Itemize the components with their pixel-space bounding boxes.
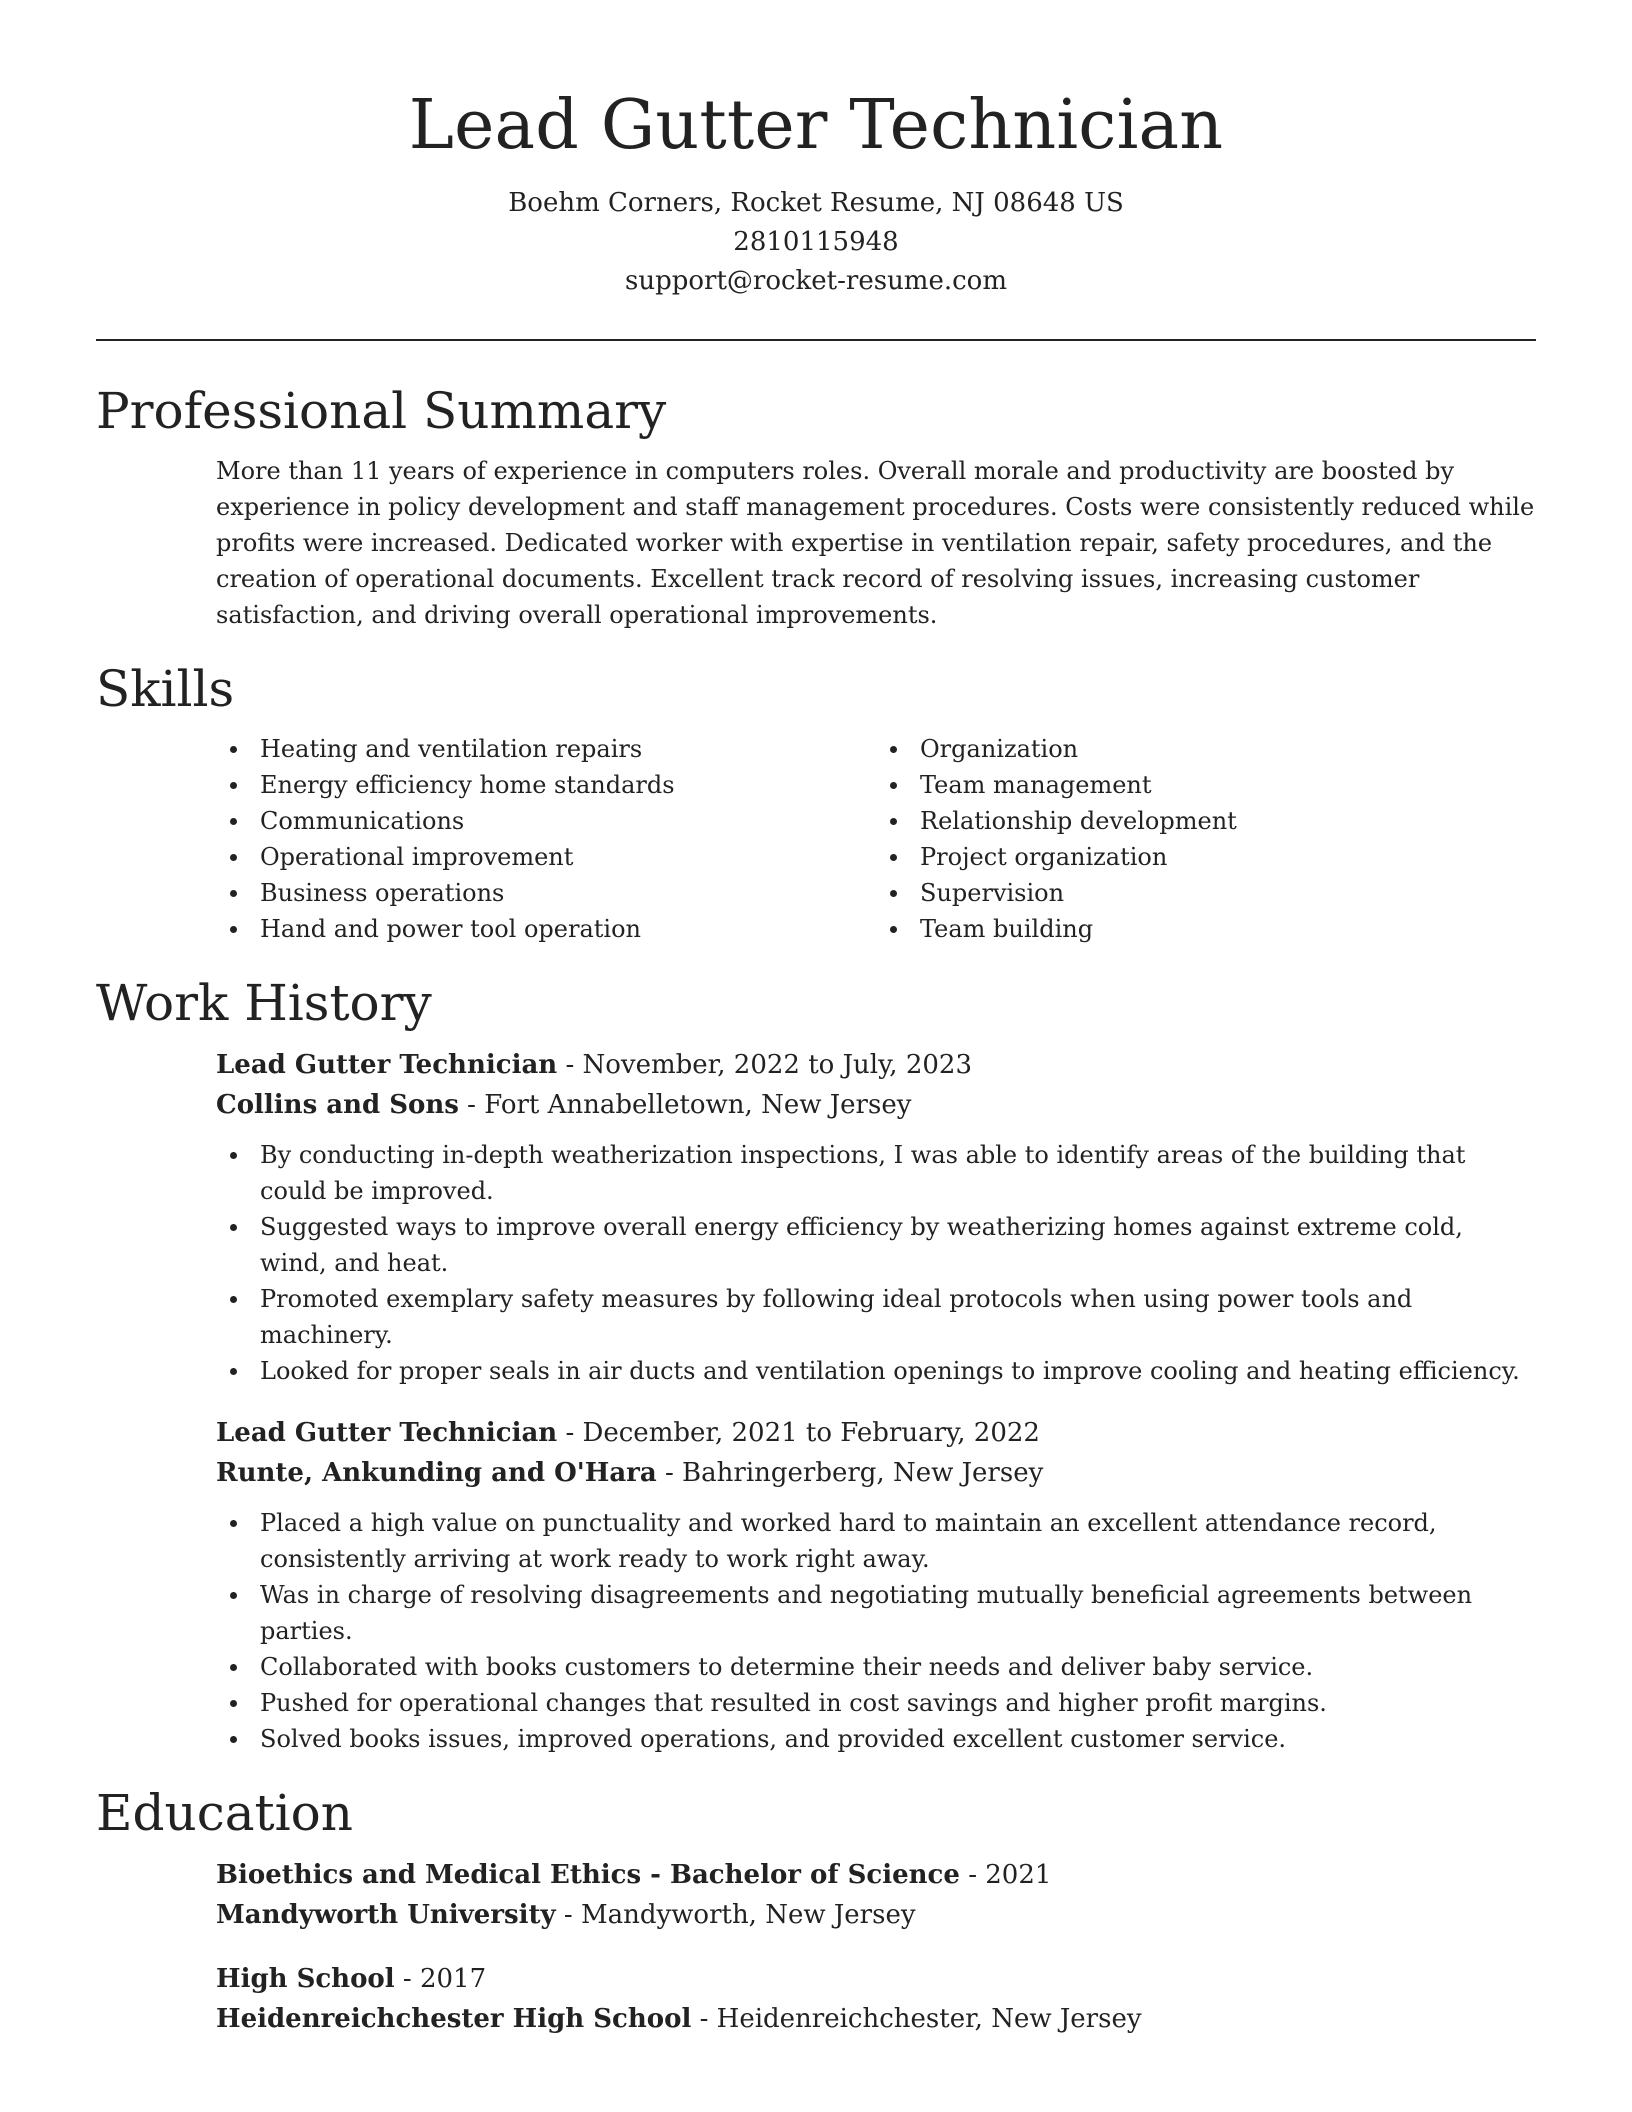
job-location: - Fort Annabelletown, New Jersey: [458, 1090, 912, 1120]
job-entry: [216, 1045, 1536, 1389]
job-location: - Bahringerberg, New Jersey: [656, 1458, 1044, 1488]
education-heading: [216, 1855, 1536, 1895]
skills-section: [96, 633, 1536, 947]
job-bullet: Promoted exemplary safety measures by following ideal protocols when using power tools and machinery.: [260, 1281, 1536, 1353]
contact-block: [96, 184, 1536, 301]
education-institution: [216, 1895, 1536, 1935]
job-bullet: Placed a high value on punctuality and worked hard to maintain an excellent attendance record, consistently arriving at work ready to work right away.: [260, 1505, 1536, 1577]
skill-item: Relationship development: [920, 803, 1536, 839]
skill-item: Operational improvement: [260, 839, 876, 875]
candidate-name: Lead Gutter Technician: [408, 86, 1224, 165]
skill-item: Energy efficiency home standards: [260, 767, 876, 803]
contact-address: Boehm Corners, Rocket Resume, NJ 08648 US: [508, 188, 1124, 218]
job-bullet: Solved books issues, improved operations, and provided excellent customer service.: [260, 1721, 1536, 1757]
skill-item: Hand and power tool operation: [260, 911, 876, 947]
education-entry: [216, 1959, 1536, 2039]
skill-item: Team management: [920, 767, 1536, 803]
job-entry: [216, 1413, 1536, 1757]
education-degree: High School: [216, 1964, 395, 1994]
job-heading: [216, 1413, 1536, 1453]
education-institution: [216, 1999, 1536, 2039]
work-history-title: Work History: [96, 974, 432, 1032]
education-title: Education: [96, 1784, 353, 1842]
job-bullets: [216, 1505, 1536, 1757]
education-year: - 2017: [394, 1964, 487, 1994]
skill-item: Project organization: [920, 839, 1536, 875]
job-employer: [216, 1453, 1536, 1493]
job-dates: - November, 2022 to July, 2023: [557, 1050, 972, 1080]
job-dates: - December, 2021 to February, 2022: [557, 1418, 1040, 1448]
skill-item: Supervision: [920, 875, 1536, 911]
job-bullets: [216, 1137, 1536, 1389]
job-bullet: By conducting in-depth weatherization inspections, I was able to identify areas of the building that could be improved.: [260, 1137, 1536, 1209]
work-history-section: [96, 947, 1536, 1757]
education-degree: Bioethics and Medical Ethics - Bachelor of Science: [216, 1860, 960, 1890]
summary-text: More than 11 years of experience in computers roles. Overall morale and productivity are boosted by experience in policy development and staff management procedures. Costs were consistently reduced while profits were increased. Dedicated worker with expertise in ventilation repair, safety procedures, and the creation of operational documents. Excellent track record of resolving issues, increasing customer satisfaction, and driving overall operational improvements.: [216, 457, 1535, 629]
skills-column-right: [876, 731, 1536, 947]
education-school: Heidenreichchester High School: [216, 2004, 692, 2034]
job-bullet: Looked for proper seals in air ducts and ventilation openings to improve cooling and heating efficiency.: [260, 1353, 1536, 1389]
job-bullet: Was in charge of resolving disagreements and negotiating mutually beneficial agreements between parties.: [260, 1577, 1536, 1649]
education-location: - Heidenreichchester, New Jersey: [691, 2004, 1142, 2034]
skill-item: Business operations: [260, 875, 876, 911]
summary-title: Professional Summary: [96, 382, 667, 440]
education-heading: [216, 1959, 1536, 1999]
skill-item: Heating and ventilation repairs: [260, 731, 876, 767]
skills-column-left: [216, 731, 876, 947]
job-company: Runte, Ankunding and O'Hara: [216, 1458, 657, 1488]
job-bullet: Collaborated with books customers to determine their needs and deliver baby service.: [260, 1649, 1536, 1685]
job-role: Lead Gutter Technician: [216, 1418, 558, 1448]
education-year: - 2021: [959, 1860, 1052, 1890]
contact-phone: 2810115948: [733, 227, 899, 257]
skill-item: Organization: [920, 731, 1536, 767]
job-bullet: Pushed for operational changes that resulted in cost savings and higher profit margins.: [260, 1685, 1536, 1721]
job-employer: [216, 1085, 1536, 1125]
contact-email: support@rocket-resume.com: [624, 266, 1007, 296]
job-heading: [216, 1045, 1536, 1085]
education-section: [96, 1757, 1536, 2039]
skills-title: Skills: [96, 660, 235, 718]
job-company: Collins and Sons: [216, 1090, 459, 1120]
education-location: - Mandyworth, New Jersey: [555, 1900, 916, 1930]
job-role: Lead Gutter Technician: [216, 1050, 558, 1080]
job-bullet: Suggested ways to improve overall energy efficiency by weatherizing homes against extreme cold, wind, and heat.: [260, 1209, 1536, 1281]
summary-section: [96, 341, 1536, 633]
skill-item: Team building: [920, 911, 1536, 947]
education-entry: [216, 1855, 1536, 1935]
skill-item: Communications: [260, 803, 876, 839]
education-school: Mandyworth University: [216, 1900, 556, 1930]
resume-header: [96, 0, 1536, 301]
skills-grid: [216, 731, 1536, 947]
